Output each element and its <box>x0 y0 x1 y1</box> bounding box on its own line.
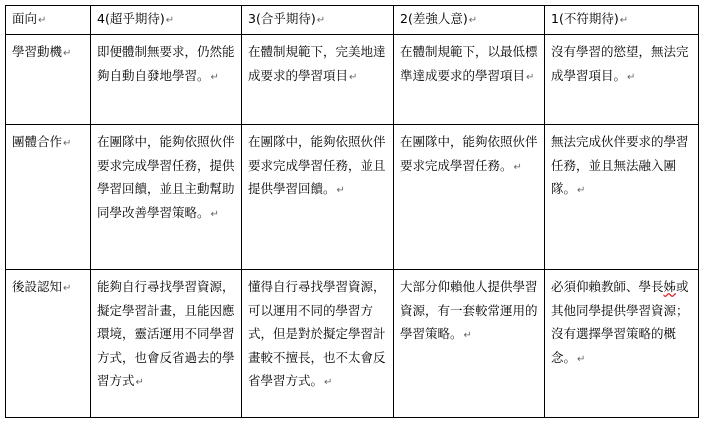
rubric-text: 在團隊中，能夠依照伙伴要求完成學習任務，提供學習回饋，並且主動幫助同學改善學習策略。 <box>97 134 235 220</box>
paragraph-mark: ↵ <box>210 208 219 220</box>
rubric-cell <box>394 35 545 125</box>
paragraph-mark: ↵ <box>324 377 333 388</box>
header-level-1 <box>545 6 699 35</box>
rubric-text: 在體制規範下，以最低標準達成要求的學習項目 <box>400 44 538 83</box>
header-row <box>6 6 699 35</box>
rubric-cell <box>91 270 242 418</box>
rubric-text: 即便體制無要求，仍然能夠自動自發地學習。 <box>97 44 235 83</box>
paragraph-mark: ↵ <box>63 138 72 149</box>
rubric-cell <box>545 270 699 418</box>
header-level-2-text: 2(差強人意) <box>400 11 468 26</box>
aspect-cell <box>6 35 91 125</box>
header-level-2 <box>394 6 545 35</box>
rubric-cell <box>91 125 242 270</box>
paragraph-mark: ↵ <box>210 71 219 83</box>
paragraph-mark: ↵ <box>63 283 72 294</box>
rubric-text: 能夠自行尋找學習資源，擬定學習計畫，且能因應環境，靈活運用不同學習方式，也會反省過去的學習方式 <box>97 279 235 388</box>
rubric-text: 必須仰賴教師、學長 <box>551 279 664 294</box>
paragraph-mark: ↵ <box>577 353 586 365</box>
aspect-label: 後設認知 <box>12 279 63 294</box>
rubric-cell <box>394 125 545 270</box>
header-aspect-text: 面向 <box>12 11 38 26</box>
paragraph-mark: ↵ <box>468 15 478 26</box>
rubric-table <box>5 5 699 418</box>
paragraph-mark: ↵ <box>63 48 72 59</box>
rubric-cell <box>545 35 699 125</box>
paragraph-mark: ↵ <box>38 15 47 26</box>
aspect-cell <box>6 125 91 270</box>
paragraph-mark: ↵ <box>513 161 522 173</box>
paragraph-mark: ↵ <box>165 15 175 26</box>
rubric-text: 在團隊中，能夠依照伙伴要求完成學習任務，並且提供學習回饋。 <box>248 134 386 196</box>
paragraph-mark: ↵ <box>349 71 358 83</box>
header-level-1-text: 1(不符期待) <box>551 11 619 26</box>
header-level-3-text: 3(合乎期待) <box>248 11 316 26</box>
paragraph-mark: ↵ <box>135 377 144 388</box>
aspect-label: 團體合作 <box>12 134 63 149</box>
rubric-text: 在團隊中，能夠依照伙伴要求完成學習任務。 <box>400 134 538 173</box>
paragraph-mark: ↵ <box>336 185 345 196</box>
rubric-text: 沒有學習的慾望，無法完成學習項目。 <box>551 44 689 83</box>
paragraph-mark: ↵ <box>577 185 586 196</box>
paragraph-mark: ↵ <box>619 15 629 26</box>
rubric-cell <box>91 35 242 125</box>
rubric-text: 在體制規範下，完美地達成要求的學習項目 <box>248 44 386 83</box>
aspect-label: 學習動機 <box>12 44 63 59</box>
aspect-cell <box>6 270 91 418</box>
spellcheck-flagged-word: 姊 <box>663 279 677 294</box>
rubric-text: 無法完成伙伴要求的學習任務，並且無法融入團隊。 <box>551 134 689 196</box>
rubric-cell <box>242 125 394 270</box>
table-row-metacognition <box>6 270 699 418</box>
rubric-cell <box>394 270 545 418</box>
paragraph-mark: ↵ <box>627 71 636 83</box>
rubric-cell <box>242 270 394 418</box>
header-level-4 <box>91 6 242 35</box>
rubric-text: 或其他同學提供學習資源；沒有選擇學習策略的概念。 <box>551 279 689 365</box>
paragraph-mark: ↵ <box>526 71 535 83</box>
table-row-teamwork <box>6 125 699 270</box>
header-aspect <box>6 6 91 35</box>
rubric-text: 懂得自行尋找學習資源，可以運用不同的學習方式，但是對於擬定學習計畫較不擅長，也不太會反省學習方式。 <box>248 279 386 388</box>
header-level-4-text: 4(超乎期待) <box>97 11 165 26</box>
header-level-3 <box>242 6 394 35</box>
rubric-cell <box>545 125 699 270</box>
table-row-motivation <box>6 35 699 125</box>
rubric-cell <box>242 35 394 125</box>
paragraph-mark: ↵ <box>463 330 472 341</box>
paragraph-mark: ↵ <box>316 15 326 26</box>
rubric-text: 大部分仰賴他人提供學習資源，有一套較常運用的學習策略。 <box>400 279 538 341</box>
